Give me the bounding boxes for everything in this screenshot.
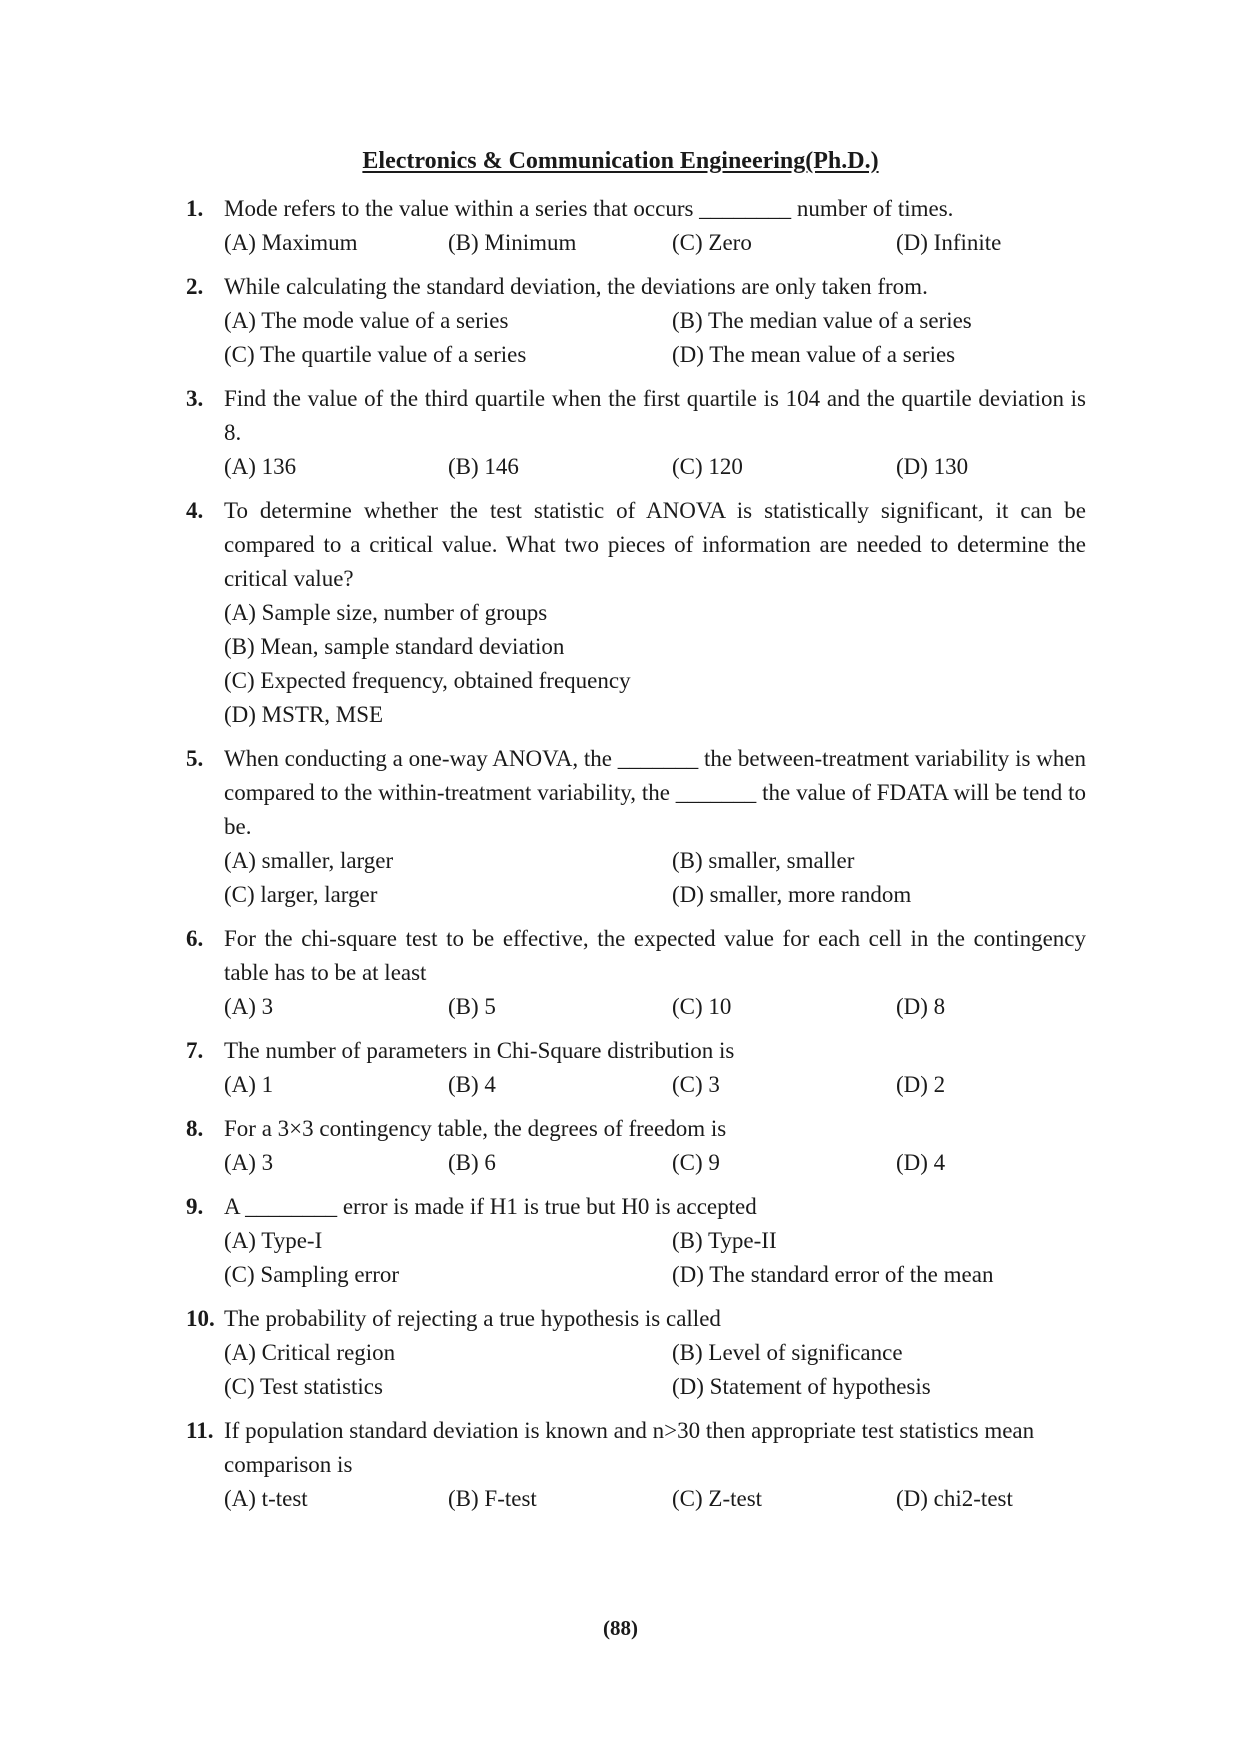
option-d: (D) Infinite xyxy=(896,230,1002,255)
option-a: (A) 136 xyxy=(224,454,297,479)
question-7 xyxy=(186,1034,1086,1102)
option-b: (B) 5 xyxy=(448,994,496,1019)
options xyxy=(186,1068,1086,1102)
question-text: For the chi-square test to be effective, the expected value for each cell in the contingency table has to be at least xyxy=(224,926,1086,985)
option-a: (A) Type-I xyxy=(224,1228,323,1253)
question-3 xyxy=(186,382,1086,484)
option-d: (D) 4 xyxy=(896,1150,946,1175)
question-number: 6. xyxy=(186,926,204,951)
question-number: 10. xyxy=(186,1306,215,1331)
question-text: The number of parameters in Chi-Square distribution is xyxy=(224,1038,735,1063)
option-a: (A) Critical region xyxy=(224,1340,396,1365)
option-c: (C) Expected frequency, obtained frequency xyxy=(224,668,631,693)
option-b: (B) The median value of a series xyxy=(672,308,972,333)
option-a: (A) 1 xyxy=(224,1072,274,1097)
question-text: When conducting a one-way ANOVA, the _______ the between-treatment variability is when compared to the within-treatment variability, the _______ the value of FDATA will be tend to be. xyxy=(224,746,1086,839)
question-text: For a 3×3 contingency table, the degrees of freedom is xyxy=(224,1116,727,1141)
question-text: A ________ error is made if H1 is true but H0 is accepted xyxy=(224,1194,757,1219)
option-a: (A) 3 xyxy=(224,994,274,1019)
question-number: 1. xyxy=(186,196,204,221)
option-c: (C) larger, larger xyxy=(224,882,378,907)
question-text: Find the value of the third quartile when the first quartile is 104 and the quartile deviation is 8. xyxy=(224,386,1086,445)
option-d: (D) chi2-test xyxy=(896,1486,1013,1511)
page-number: (88) xyxy=(603,1616,638,1640)
options xyxy=(186,1146,1086,1180)
options xyxy=(186,990,1086,1024)
option-b: (B) smaller, smaller xyxy=(672,848,855,873)
option-a: (A) smaller, larger xyxy=(224,848,394,873)
option-d: (D) 2 xyxy=(896,1072,946,1097)
option-b: (B) 6 xyxy=(448,1150,496,1175)
option-b: (B) Level of significance xyxy=(672,1340,903,1365)
question-8 xyxy=(186,1112,1086,1180)
question-text: While calculating the standard deviation, the deviations are only taken from. xyxy=(224,274,928,299)
option-a: (A) 3 xyxy=(224,1150,274,1175)
option-a: (A) Maximum xyxy=(224,230,358,255)
options xyxy=(186,1224,1086,1292)
option-c: (C) 9 xyxy=(672,1150,720,1175)
options xyxy=(186,844,1086,912)
question-10 xyxy=(186,1302,1086,1404)
option-b: (B) Mean, sample standard deviation xyxy=(224,634,565,659)
question-6 xyxy=(186,922,1086,1024)
options xyxy=(186,1482,1086,1516)
option-b: (B) 146 xyxy=(448,454,519,479)
option-c: (C) Z-test xyxy=(672,1486,763,1511)
options xyxy=(186,450,1086,484)
question-9 xyxy=(186,1190,1086,1292)
question-text: The probability of rejecting a true hypothesis is called xyxy=(224,1306,721,1331)
options xyxy=(186,304,1086,372)
option-b: (B) 4 xyxy=(448,1072,496,1097)
question-2 xyxy=(186,270,1086,372)
option-c: (C) Test statistics xyxy=(224,1374,383,1399)
question-1 xyxy=(186,192,1086,260)
question-number: 4. xyxy=(186,498,204,523)
option-d: (D) 8 xyxy=(896,994,946,1019)
question-list xyxy=(186,192,1086,1526)
question-number: 11. xyxy=(186,1418,214,1443)
question-number: 9. xyxy=(186,1194,204,1219)
option-c: (C) Sampling error xyxy=(224,1262,400,1287)
option-c: (C) 3 xyxy=(672,1072,720,1097)
option-d: (D) The standard error of the mean xyxy=(672,1262,994,1287)
option-c: (C) 10 xyxy=(672,994,732,1019)
options xyxy=(186,1336,1086,1404)
option-a: (A) The mode value of a series xyxy=(224,308,509,333)
option-c: (C) 120 xyxy=(672,454,743,479)
question-number: 2. xyxy=(186,274,204,299)
option-d: (D) MSTR, MSE xyxy=(224,702,384,727)
options xyxy=(186,596,1086,732)
question-text: To determine whether the test statistic of ANOVA is statistically significant, it can be compared to a critical value. What two pieces of information are needed to determine the critical value? xyxy=(224,498,1086,591)
option-d: (D) 130 xyxy=(896,454,969,479)
option-d: (D) The mean value of a series xyxy=(672,342,956,367)
option-c: (C) The quartile value of a series xyxy=(224,342,527,367)
page-title: Electronics & Communication Engineering(Ph.D.) xyxy=(362,148,879,174)
question-4 xyxy=(186,494,1086,732)
question-number: 8. xyxy=(186,1116,204,1141)
question-11 xyxy=(186,1414,1086,1516)
option-b: (B) Type-II xyxy=(672,1228,777,1253)
question-text: Mode refers to the value within a series that occurs ________ number of times. xyxy=(224,196,954,221)
question-number: 5. xyxy=(186,746,204,771)
question-number: 7. xyxy=(186,1038,204,1063)
option-d: (D) Statement of hypothesis xyxy=(672,1374,931,1399)
option-a: (A) Sample size, number of groups xyxy=(224,600,548,625)
option-b: (B) F-test xyxy=(448,1486,537,1511)
option-c: (C) Zero xyxy=(672,230,752,255)
options xyxy=(186,226,1086,260)
question-5 xyxy=(186,742,1086,912)
question-text: If population standard deviation is known and n>30 then appropriate test statistics mean comparison is xyxy=(224,1418,1035,1477)
option-b: (B) Minimum xyxy=(448,230,577,255)
option-d: (D) smaller, more random xyxy=(672,882,912,907)
option-a: (A) t-test xyxy=(224,1486,308,1511)
question-number: 3. xyxy=(186,386,204,411)
